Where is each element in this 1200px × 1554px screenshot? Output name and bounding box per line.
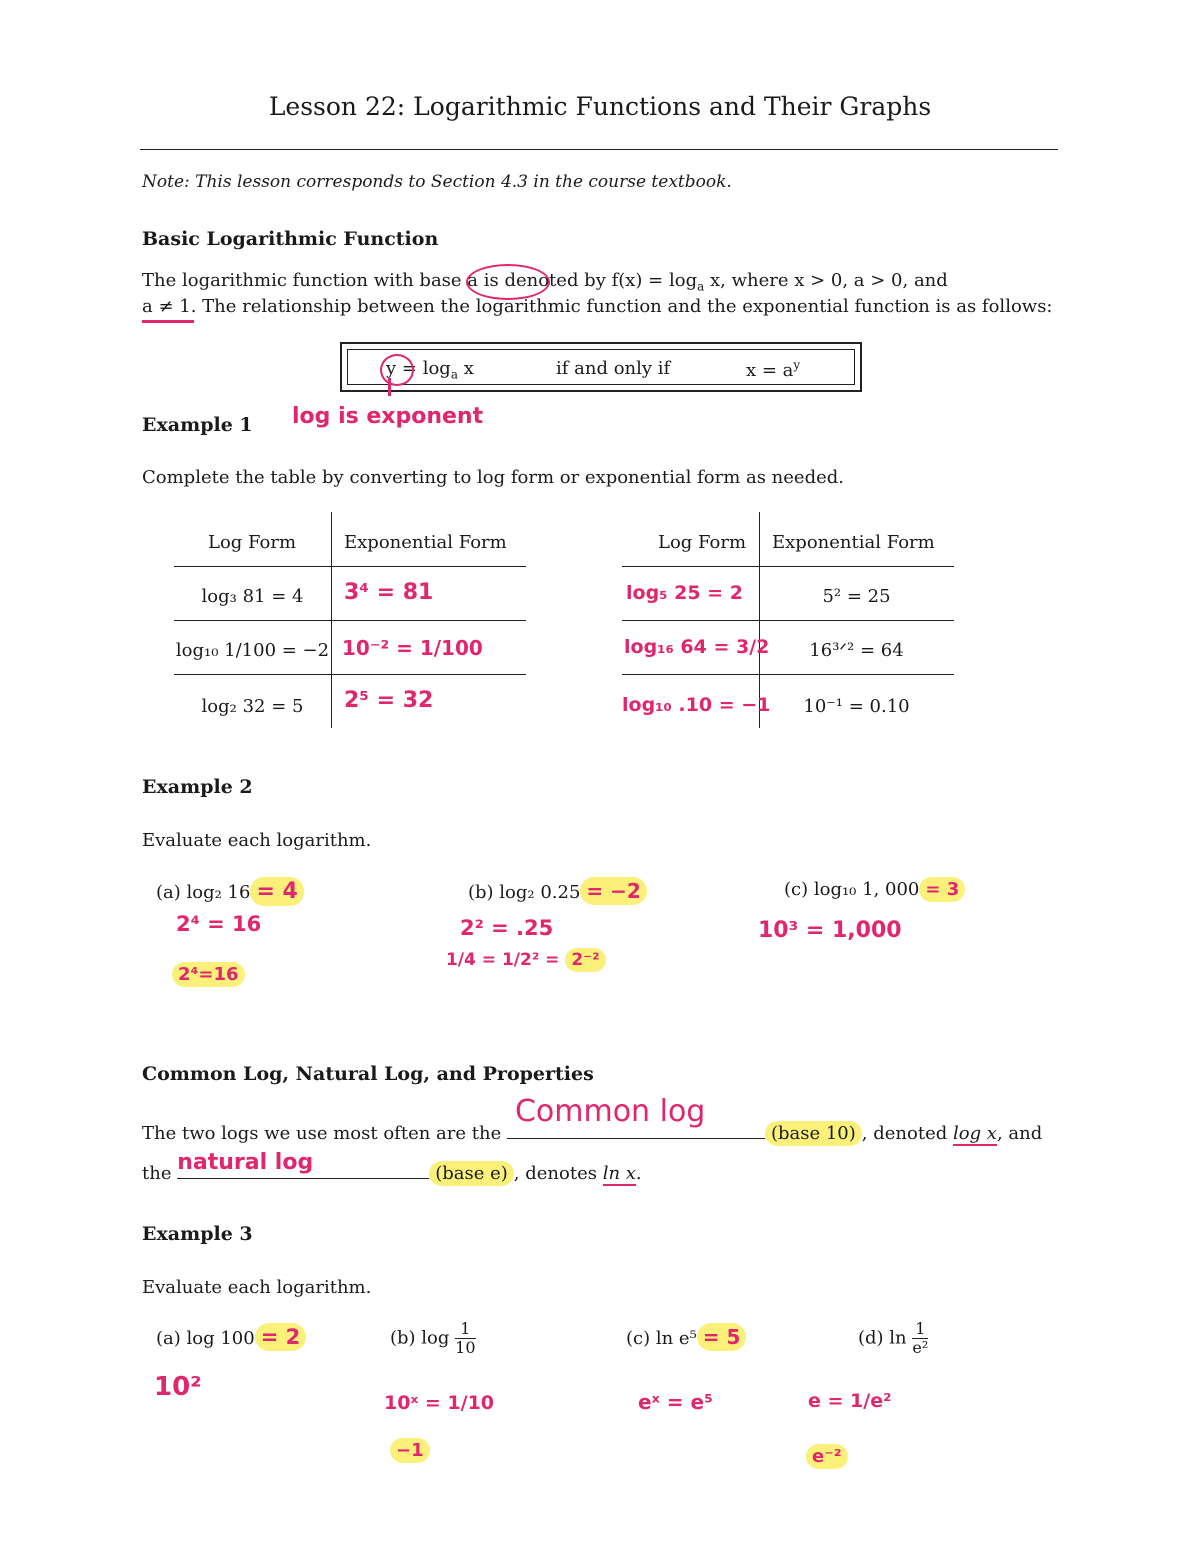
example2-b-answer: = −2 [580,877,646,905]
common-line1-log: log x [952,1123,997,1144]
basic-line1-tail: x, where x > 0, a > 0, and [704,270,948,291]
box-left-tail: x [457,358,474,379]
ink-arrow [376,378,391,396]
example3-a [156,1325,306,1349]
common-line2 [142,1150,642,1184]
example2-a-work2: 2⁴=16 [172,962,245,987]
common-blank1-ink: Common log [514,1094,706,1129]
common-blank1 [507,1094,765,1139]
example3-instruction: Evaluate each logarithm. [142,1277,372,1298]
table-right-row3-exp: 10⁻¹ = 0.10 [803,696,910,717]
table-left-row2-log: log₁₀ 1/100 = −2 [175,640,330,661]
example3-c-answer: = 5 [697,1323,747,1351]
example2-b-text: (b) log₂ 0.25 [468,882,581,903]
box-left-text: y = log [386,358,451,379]
basic-line2: a ≠ 1. The relationship between the logarithmic function and the exponential function is as follows: [142,296,1053,317]
box-left-sub: a [450,367,458,382]
basic-heading: Basic Logarithmic Function [142,228,439,250]
example3-b-num: 1 [455,1320,475,1339]
example2-b-work2-text: 1/4 = 1/2² = [446,950,566,970]
title-rule [140,149,1058,150]
common-blank2-ink: natural log [177,1150,314,1175]
basic-line1-sub: a [697,279,705,294]
box-right-text: x = a [746,360,794,381]
box-mid: if and only if [556,358,671,379]
common-heading: Common Log, Natural Log, and Properties [142,1063,594,1085]
example2-a [156,879,304,904]
table-right-row3-log: log₁₀ .10 = −1 [622,694,771,716]
example1-heading: Example 1 [142,414,253,436]
basic-line1-text: The logarithmic function with base a is denoted by f(x) = log [142,270,698,291]
common-line2-pre: the [142,1163,172,1184]
table-right-col-exp: Exponential Form [772,532,935,553]
table-left-col-log: Log Form [208,532,297,553]
table-left-row3-log: log₂ 32 = 5 [201,696,304,717]
example3-d-work: e = 1/e² [808,1390,892,1412]
table-left-hline1 [174,566,526,567]
common-blank2 [177,1150,429,1179]
example2-instruction: Evaluate each logarithm. [142,830,372,851]
table-right [622,512,954,728]
example3-d-den: e² [912,1338,929,1357]
example3-c [626,1325,746,1349]
example3-a-answer: = 2 [255,1323,307,1351]
page-title: Lesson 22: Logarithmic Functions and Their Graphs [268,92,932,121]
example2-c-text: (c) log₁₀ 1, 000 [784,879,920,900]
common-line1-end: , and [996,1123,1043,1144]
table-right-row1-log: log₅ 25 = 2 [626,582,743,604]
example3-d-answer: e⁻² [806,1444,848,1469]
example2-c-work1: 10³ = 1,000 [758,918,902,943]
example3-heading: Example 3 [142,1223,253,1245]
table-left-col-exp: Exponential Form [344,532,507,553]
table-right-hline2 [622,620,954,621]
example2-a-work1: 2⁴ = 16 [176,912,262,936]
definition-box-inner [347,349,855,385]
box-right-sup: y [793,358,801,372]
common-line2-hl: (base e) [429,1161,514,1186]
example2-b [468,879,647,903]
common-line1-post: , denoted [861,1123,953,1144]
ink-circle-base [466,264,550,300]
example3-a-work: 10² [154,1372,202,1402]
example3-b-den: 10 [455,1338,476,1357]
example2-b-work2 [446,950,606,970]
table-left-hline2 [174,620,526,621]
lesson-note: Note: This lesson corresponds to Section 4.3 in the course textbook. [142,172,732,192]
common-line1 [142,1094,1043,1144]
table-left-row3-exp: 2⁵ = 32 [344,688,434,713]
table-right-hline3 [622,674,954,675]
example2-a-answer: = 4 [250,877,303,906]
example3-a-text: (a) log 100 [156,1328,255,1349]
example3-b-answer: −1 [390,1438,430,1463]
table-right-row2-exp: 16³ᐟ² = 64 [809,640,904,661]
table-right-hline1 [622,566,954,567]
example3-d [858,1320,928,1357]
common-line2-end: . [635,1163,642,1184]
common-line1-pre: The two logs we use most often are the [142,1123,502,1144]
ink-underline-a [142,320,194,323]
table-right-col-log: Log Form [658,532,747,553]
table-right-row2-log: log₁₆ 64 = 3/2 [624,636,770,658]
example3-c-work: eˣ = e⁵ [638,1390,713,1414]
table-left-hline3 [174,674,526,675]
example2-a-text: (a) log₂ 16 [156,882,251,903]
example2-c-answer: = 3 [919,877,965,902]
table-right-row1-exp: 5² = 25 [822,586,891,607]
definition-box [340,342,862,392]
example3-d-label: (d) ln [858,1327,907,1349]
example3-b [390,1320,476,1357]
common-line2-post: , denotes [513,1163,603,1184]
table-left-row1-exp: 3⁴ = 81 [344,580,434,605]
box-right [746,358,800,381]
example1-instruction: Complete the table by converting to log form or exponential form as needed. [142,467,844,488]
example3-b-label: (b) log [390,1327,450,1349]
table-left [174,512,526,728]
common-line1-hl: (base 10) [765,1121,862,1146]
example2-heading: Example 2 [142,776,253,798]
common-line2-ln: ln x [602,1163,636,1184]
table-left-row1-log: log₃ 81 = 4 [201,586,304,607]
example2-c [784,879,965,900]
example3-b-frac [455,1320,475,1357]
example3-d-num: 1 [912,1320,928,1339]
example3-d-frac [912,1320,928,1357]
example3-c-text: (c) ln e⁵ [626,1328,697,1349]
example2-b-work1: 2² = .25 [460,916,554,940]
table-left-row2-exp: 10⁻² = 1/100 [342,636,483,660]
ink-log-is-exponent: log is exponent [292,404,484,429]
example2-b-work2-hl: 2⁻² [565,948,605,972]
example3-b-work: 10ˣ = 1/10 [384,1392,495,1414]
